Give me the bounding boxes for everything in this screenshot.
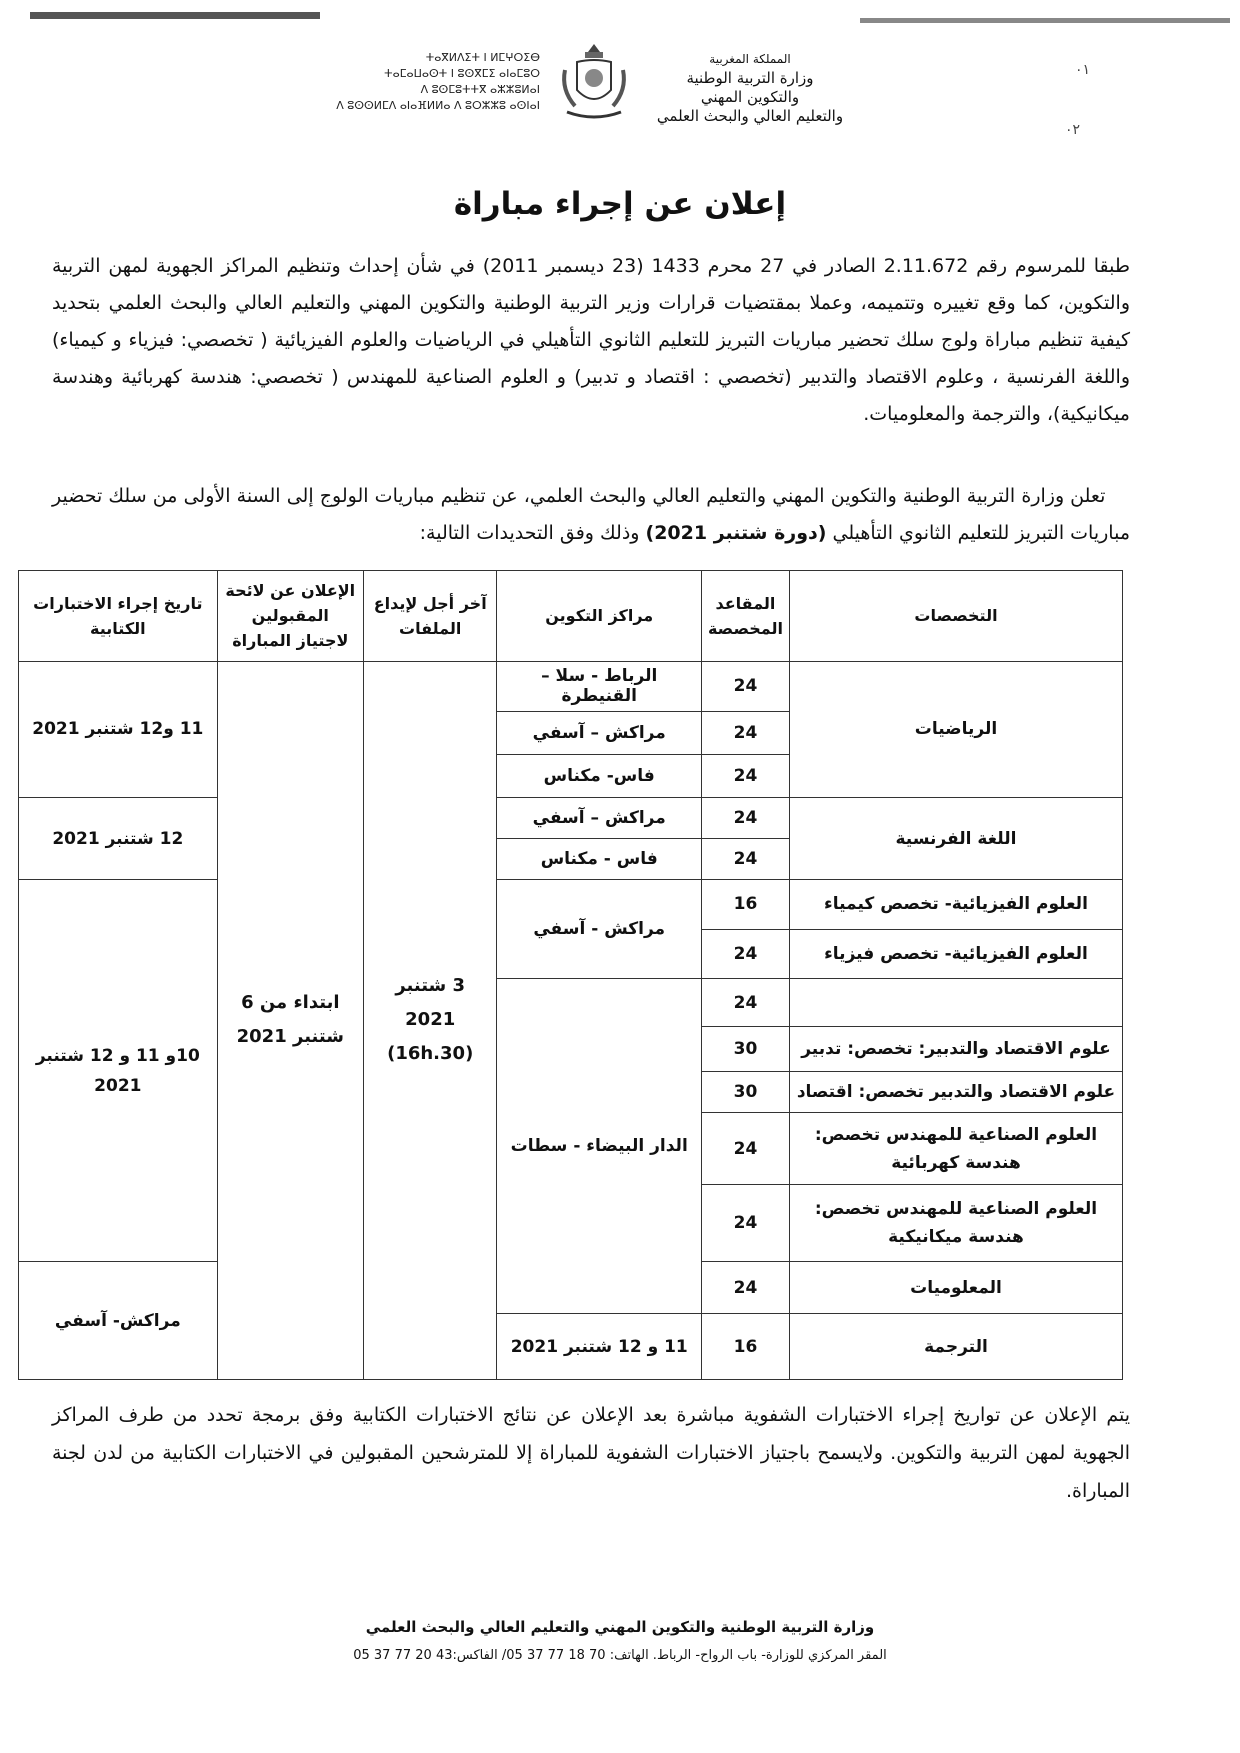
seats-cell: 24 — [701, 712, 789, 755]
paragraph-text: وذلك وفق التحديدات التالية: — [419, 522, 646, 544]
table-row — [19, 661, 1123, 712]
specialty-cell: المعلوميات — [789, 1262, 1122, 1314]
header-exam-date: تاريخ إجراء الاختبارات الكتابية — [19, 571, 218, 662]
seats-cell: 24 — [701, 755, 789, 798]
ministry-header-arabic — [640, 50, 860, 126]
header-line: وزارة التربية الوطنية — [686, 69, 814, 87]
center-cell: مراكش - آسفي — [497, 879, 702, 979]
exam-date-cell: 11 و 12 شتنبر 2021 — [497, 1314, 702, 1380]
specialty-cell: علوم الاقتصاد والتدبير تخصص: اقتصاد — [789, 1072, 1122, 1113]
center-cell: مراكش – آسفي — [497, 798, 702, 839]
session-label: (دورة شتنبر 2021) — [645, 522, 827, 544]
header-line: والتكوين المهني — [700, 88, 800, 106]
seats-cell: 30 — [701, 1072, 789, 1113]
table-header-row — [19, 571, 1123, 662]
seats-cell: 24 — [701, 798, 789, 839]
exam-date-cell: 10و 11 و 12 شتنبر 2021 — [19, 879, 218, 1261]
scan-edge-mark — [860, 18, 1230, 23]
header-line: ⵜⴰⵎⴰⵡⴰⵙⵜ ⵏ ⵓⵙⴳⵎⵉ ⴰⵏⴰⵎⵓⵔ — [384, 67, 540, 80]
seats-cell: 24 — [701, 839, 789, 880]
seats-cell: 24 — [701, 1262, 789, 1314]
exam-date-cell: 12 شتنبر 2021 — [19, 798, 218, 879]
seats-cell: 24 — [701, 1112, 789, 1184]
oral-exam-note: يتم الإعلان عن تواريخ إجراء الاختبارات الشفوية مباشرة بعد الإعلان عن نتائج الاختبارات الكتابية وفق برمجة تحدد من طرف المراكز الجهوية لمهن التربية والتكوين. ولايسمح باجتياز الاختبارات الشفوية للمباراة إلا للمترشحين المقبولين في الاختبارات الكتابية من لدن لجنة المباراة. — [52, 1404, 1130, 1502]
seats-cell: 24 — [701, 1185, 789, 1262]
specialty-cell: العلوم الفيزيائية- تخصص فيزياء — [789, 929, 1122, 979]
header-line: ⴷ ⵓⵙⵎⵓⵜⵜⴳ ⴰⵣⵣⵓⵍⴰⵏ — [420, 83, 540, 96]
specialty-cell: الترجمة — [789, 1314, 1122, 1380]
competition-table — [18, 570, 1123, 1380]
header-seats: المقاعد المخصصة — [701, 571, 789, 662]
intro-paragraph: طبقا للمرسوم رقم 2.11.672 الصادر في 27 محرم 1433 (23 ديسمبر 2011) في شأن إحداث وتنظيم المراكز الجهوية لمهن التربية والتكوين، كما وقع تغييره وتتميمه، وعملا بمقتضيات قرارات وزير التربية الوطنية والتكوين المهني والتعليم العالي والبحث العلمي بتحديد كيفية تنظيم مباراة ولوج سلك تحضير مباريات التبريز للتعليم الثانوي التأهيلي في الرياضيات والعلوم الفيزيائية ( تخصصي: فيزياء و كيمياء) واللغة الفرنسية ، وعلوم الاقتصاد والتدبير (تخصصي : اقتصاد و تدبير) و العلوم الصناعية للمهندس ( تخصصي: هندسة كهربائية وهندسة ميكانيكية)، والترجمة والمعلوميات. — [52, 255, 1130, 425]
coat-of-arms-icon — [555, 40, 633, 126]
paragraph-text: تعلن وزارة التربية الوطنية والتكوين المهني والتعليم العالي والبحث العلمي، عن تنظيم مباريات الولوج إلى السنة الأولى من سلك تحضير مباريات التبريز للتعليم الثانوي التأهيلي — [52, 485, 1130, 544]
header-specialties: التخصصات — [789, 571, 1122, 662]
page-mark: ٠١ — [1075, 62, 1091, 78]
scan-edge-mark — [30, 12, 320, 19]
specialty-cell: العلوم الصناعية للمهندس تخصص: هندسة كهربائية — [789, 1112, 1122, 1184]
page-mark: ٠٢ — [1065, 122, 1081, 138]
specialty-cell: اللغة الفرنسية — [789, 798, 1122, 879]
specialty-cell: العلوم الفيزيائية- تخصص كيمياء — [789, 879, 1122, 929]
header-centers: مراكز التكوين — [497, 571, 702, 662]
specialty-cell: الرياضيات — [789, 661, 1122, 798]
center-cell: فاس - مكناس — [497, 839, 702, 880]
header-line: المملكة المغربية — [709, 52, 791, 66]
center-cell: الرباط - سلا – القنيطرة — [497, 661, 702, 712]
seats-cell: 24 — [701, 929, 789, 979]
deadline-cell: 3 شتنبر 2021 (16h.30) — [363, 661, 497, 1379]
specialty-cell — [789, 979, 1122, 1027]
header-announcement: الإعلان عن لائحة المقبولين لاجتياز المباراة — [217, 571, 363, 662]
center-cell: مراكش- آسفي — [19, 1262, 218, 1380]
seats-cell: 16 — [701, 879, 789, 929]
seats-cell: 24 — [701, 979, 789, 1027]
table-row — [19, 879, 1123, 929]
announcement-cell: ابتداء من 6 شتنبر 2021 — [217, 661, 363, 1379]
center-cell: مراكش – آسفي — [497, 712, 702, 755]
center-cell: الدار البيضاء - سطات — [497, 979, 702, 1314]
specialty-cell: علوم الاقتصاد والتدبير: تخصص: تدبير — [789, 1026, 1122, 1071]
footer-address: المقر المركزي للوزارة- باب الرواح- الرباط. الهاتف: 70 18 77 37 05/ الفاكس:43 20 77 37 05 — [353, 1648, 887, 1663]
footer-ministry: وزارة التربية الوطنية والتكوين المهني والتعليم العالي والبحث العلمي — [365, 1618, 875, 1636]
header-deadline: آخر أجل لإيداع الملفات — [363, 571, 497, 662]
specialty-cell: العلوم الصناعية للمهندس تخصص: هندسة ميكانيكية — [789, 1185, 1122, 1262]
seats-cell: 24 — [701, 661, 789, 712]
seats-cell: 30 — [701, 1026, 789, 1071]
table-row — [19, 798, 1123, 839]
center-cell: فاس- مكناس — [497, 755, 702, 798]
page-title: إعلان عن إجراء مباراة — [453, 186, 787, 222]
exam-date-cell: 11 و12 شتنبر 2021 — [19, 661, 218, 798]
header-line: ⵜⴰⴳⵍⴷⵉⵜ ⵏ ⵍⵎⵖⵔⵉⴱ — [425, 51, 540, 64]
seats-cell: 16 — [701, 1314, 789, 1380]
header-line: ⴷ ⵓⵙⵙⵍⵎⴷ ⴰⵏⴰⴼⵍⵍⴰ ⴷ ⵓⵔⵣⵣⵓ ⴰⵙⵏⴰⵏ — [336, 99, 540, 112]
header-line: والتعليم العالي والبحث العلمي — [656, 107, 844, 125]
ministry-header-tifinagh — [300, 50, 540, 114]
announcement-paragraph — [52, 478, 1130, 552]
